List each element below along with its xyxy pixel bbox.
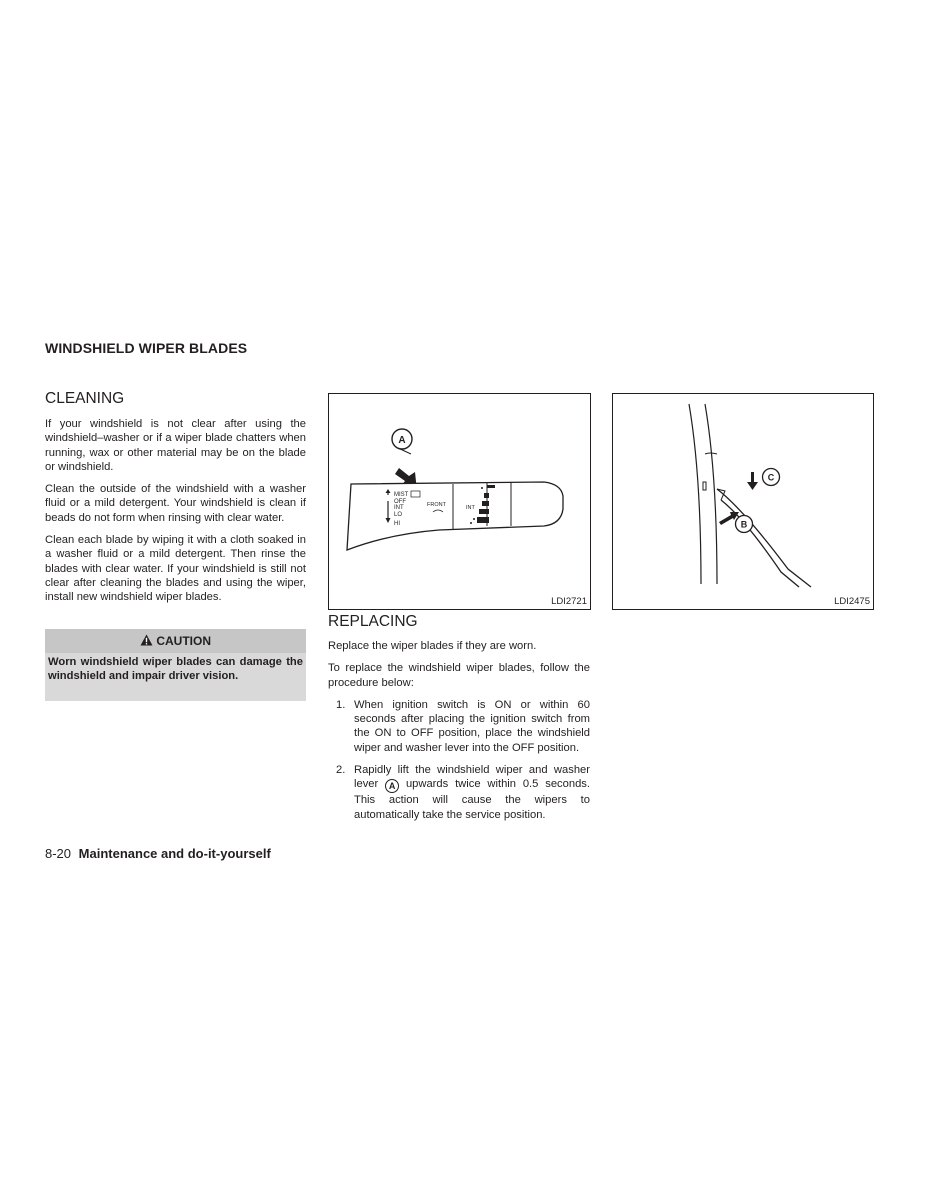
replacing-steps: [328, 698, 590, 822]
page-footer: [45, 846, 271, 861]
cleaning-paragraph: If your windshield is not clear after using the windshield–washer or if a wiper blade chatters when running, wax or other material may be on the blade or windshield.: [45, 418, 306, 473]
lever-label-hi: HI: [394, 521, 400, 527]
figure-code: LDI2721: [551, 596, 587, 607]
lever-label-int-dial: INT: [466, 505, 475, 511]
figure-wiper-lever: [328, 393, 591, 610]
callout-c: C: [767, 472, 775, 483]
figure-wiper-arm: [612, 393, 874, 610]
step-text: upwards twice within 0.5 seconds. This action will cause the wipers to automatically take the service position.: [354, 778, 591, 821]
step-text: When ignition switch is ON or within 60 seconds after placing the ignition switch from the ON to OFF position, place the windshield wiper and washer lever into the OFF position.: [354, 698, 590, 754]
lever-label-off: OFF: [394, 499, 406, 505]
page-number: 8-20: [45, 846, 72, 861]
down-arrow-icon: [747, 472, 758, 490]
figure-code: LDI2475: [834, 596, 870, 607]
callout-a: A: [398, 435, 406, 446]
wiper-arm-illustration: [613, 394, 873, 609]
lever-label-front: FRONT: [427, 502, 446, 508]
chapter-title: Maintenance and do-it-yourself: [78, 846, 271, 861]
lever-label-int: INT: [394, 505, 404, 511]
replacing-text: [328, 639, 590, 830]
cleaning-paragraph: Clean the outside of the windshield with a washer fluid or a mild detergent. Your windshield is clean if beads do not form when rinsing with clear water.: [45, 483, 306, 524]
lever-label-mist: MIST: [394, 492, 409, 498]
callout-a-inline: A: [385, 779, 399, 793]
cleaning-text: [45, 417, 306, 613]
caution-box: [45, 629, 306, 701]
callout-b: B: [740, 519, 748, 530]
caution-text: Worn windshield wiper blades can damage the windshield and impair driver vision.: [48, 656, 303, 682]
replacing-intro: To replace the windshield wiper blades, follow the procedure below:: [328, 662, 590, 689]
section-heading: WINDSHIELD WIPER BLADES: [45, 340, 248, 356]
step-number: 2.: [336, 764, 346, 777]
caution-label: CAUTION: [156, 634, 211, 648]
list-item: [328, 763, 590, 822]
cleaning-paragraph: Clean each blade by wiping it with a cloth soaked in a washer fluid or a mild detergent. Then rinse the blades with clear water. If your windshield is still not clear after cleaning the blades and using the wiper, install new windshield wiper blades.: [45, 534, 306, 604]
step-number: 1.: [336, 698, 346, 711]
step-text: Rapidly lift the windshield wiper and washer lever: [354, 764, 590, 791]
lever-label-lo: LO: [394, 512, 403, 518]
list-item: [328, 698, 590, 755]
replacing-title: REPLACING: [328, 613, 418, 630]
wiper-lever-illustration: [329, 394, 590, 609]
replacing-intro: Replace the wiper blades if they are worn.: [328, 640, 537, 652]
cleaning-title: CLEANING: [45, 390, 125, 407]
warning-triangle-icon: [140, 634, 153, 646]
caution-header: [45, 629, 306, 653]
